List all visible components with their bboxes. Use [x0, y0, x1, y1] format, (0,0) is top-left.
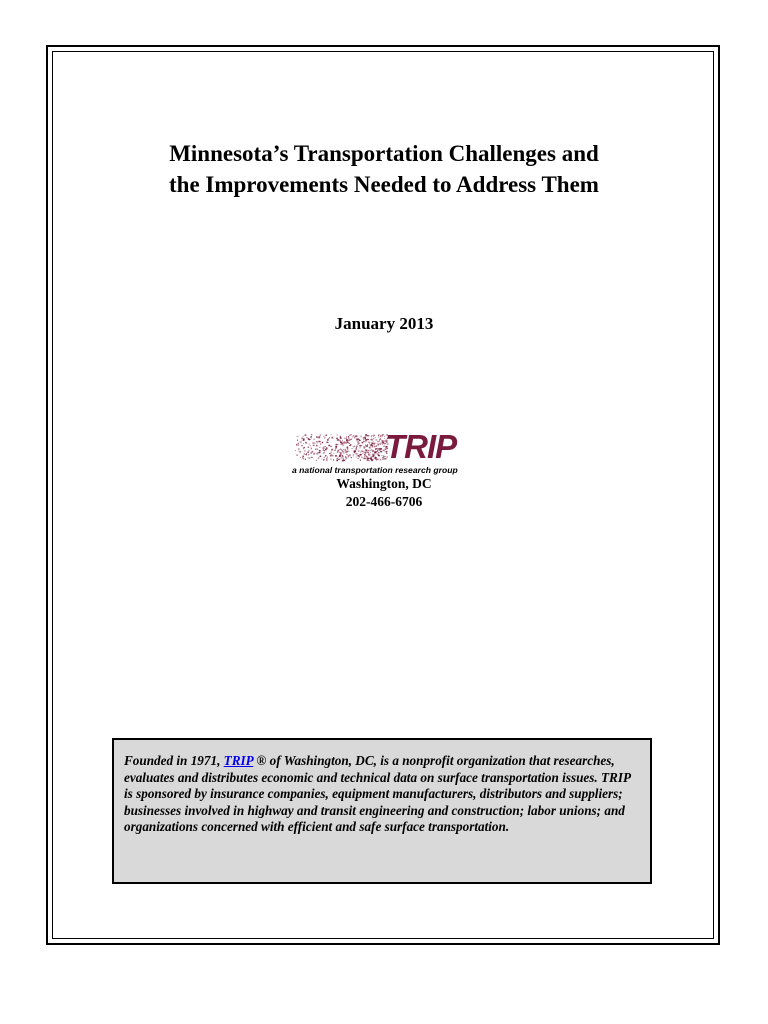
- document-title-line-2: the Improvements Needed to Address Them: [169, 172, 599, 197]
- trip-link[interactable]: TRIP: [223, 753, 254, 768]
- organization-phone: 202-466-6706: [345, 494, 423, 509]
- document-title: [0, 138, 768, 200]
- logo-wordmark: TRIP: [385, 430, 457, 465]
- trip-logo-graphic: [291, 430, 477, 478]
- organization-city: Washington, DC: [336, 476, 432, 491]
- about-text-body: ® of Washington, DC, is a nonprofit organization that researches, evaluates and distributes economic and technical data on surface transportation issues. TRIP is sponsored by insurance companies, equipment manufacturers, distributors and suppliers; businesses involved in highway and transit engineering and construction; labor unions; and organizations concerned with efficient and safe surface transportation.: [124, 753, 631, 835]
- about-trip-text: [124, 753, 640, 836]
- about-trip-box: [112, 738, 652, 884]
- trip-logo: [291, 430, 477, 478]
- about-text-intro: Founded in 1971,: [124, 753, 224, 768]
- logo-speckle-pattern: [295, 434, 388, 462]
- logo-tagline: a national transportation research group: [292, 465, 458, 475]
- document-title-line-1: Minnesota’s Transportation Challenges and: [169, 141, 599, 166]
- document-date: January 2013: [334, 314, 434, 333]
